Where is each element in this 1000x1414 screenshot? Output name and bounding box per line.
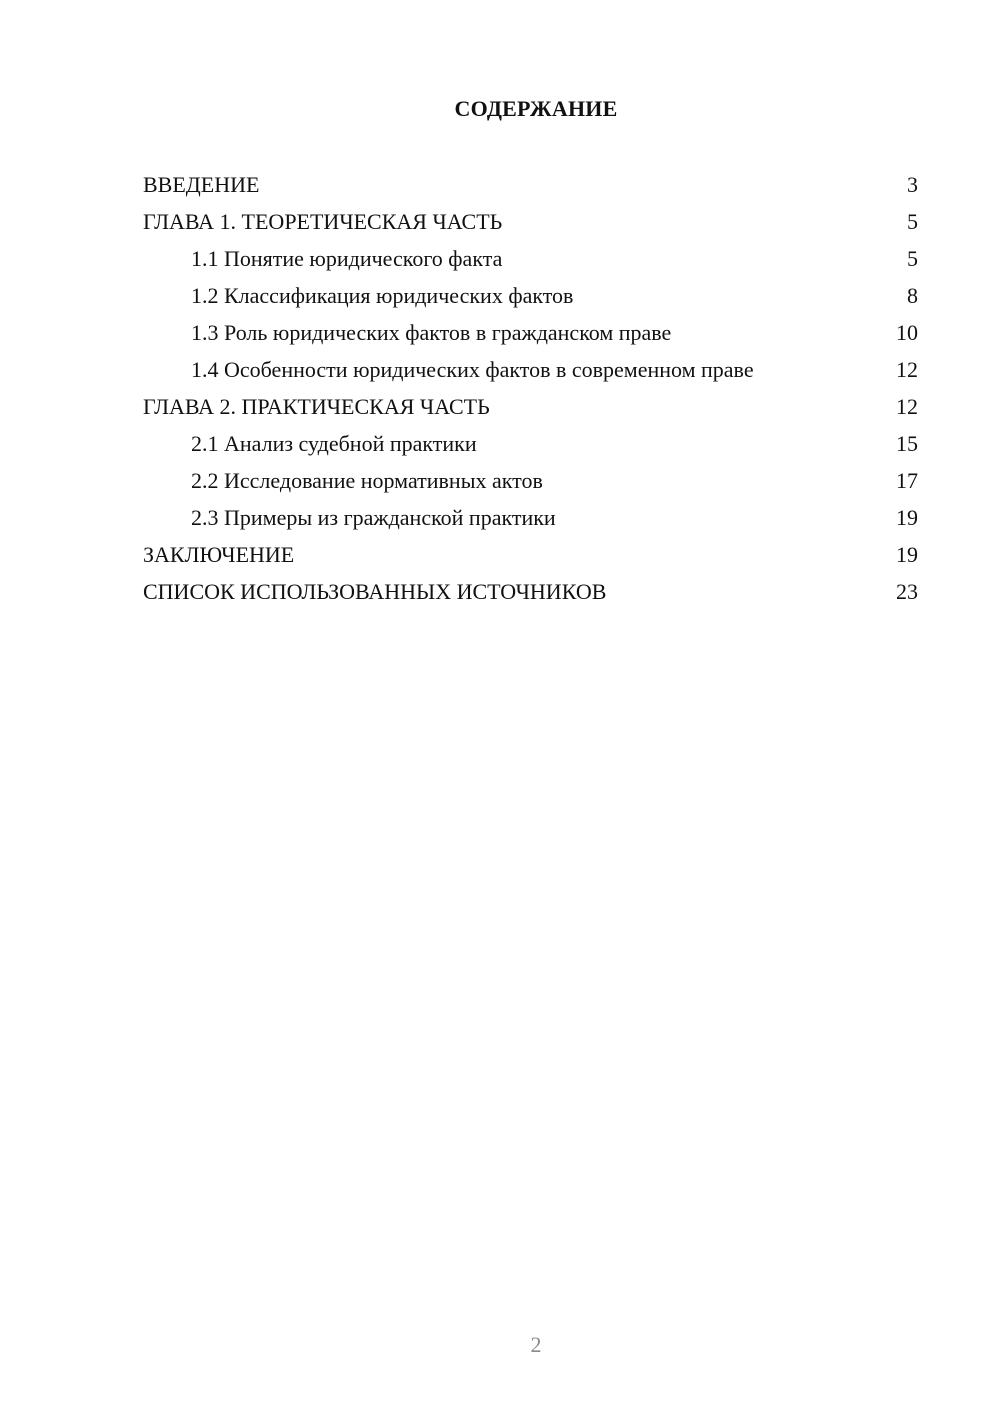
toc-entry-label: 1.3 Роль юридических фактов в гражданском праве: [191, 320, 672, 345]
toc-entry-page: 17: [896, 468, 918, 493]
toc-entry-section-2-1[interactable]: [143, 425, 918, 462]
toc-entry-page: 19: [896, 542, 918, 567]
toc-entry-page: 5: [907, 209, 918, 234]
toc-entry-page: 10: [896, 320, 918, 345]
toc-entry-page: 12: [896, 357, 918, 382]
toc-entry-chapter-1[interactable]: [143, 203, 918, 240]
page-number: 2: [530, 1332, 542, 1357]
toc-entry-conclusion[interactable]: [143, 536, 918, 573]
toc-entry-page: 23: [896, 579, 918, 604]
toc-entry-section-1-1[interactable]: [143, 240, 918, 277]
toc-entry-section-2-3[interactable]: [143, 499, 918, 536]
toc-entry-introduction[interactable]: [143, 166, 918, 203]
toc-entry-section-2-2[interactable]: [143, 462, 918, 499]
toc-entry-page: 19: [896, 505, 918, 530]
page-title: СОДЕРЖАНИЕ: [454, 96, 618, 121]
toc-entry-section-1-4[interactable]: [143, 351, 918, 388]
toc-entry-label: 1.4 Особенности юридических фактов в современном праве: [191, 357, 754, 382]
toc-entry-label: ВВЕДЕНИЕ: [143, 172, 260, 197]
toc-entry-page: 15: [896, 431, 918, 456]
toc-entry-label: 1.1 Понятие юридического факта: [191, 246, 503, 271]
toc-entry-page: 3: [907, 172, 918, 197]
toc-entry-references[interactable]: [143, 573, 918, 610]
toc-entry-label: 2.3 Примеры из гражданской практики: [191, 505, 556, 530]
toc-entry-label: ЗАКЛЮЧЕНИЕ: [143, 542, 295, 567]
toc-entry-label: 2.2 Исследование нормативных актов: [191, 468, 543, 493]
toc-entry-page: 8: [907, 283, 918, 308]
toc-entry-label: ГЛАВА 2. ПРАКТИЧЕСКАЯ ЧАСТЬ: [143, 394, 490, 419]
toc-entry-page: 5: [907, 246, 918, 271]
toc-entry-label: 1.2 Классификация юридических фактов: [191, 283, 574, 308]
toc-entry-label: ГЛАВА 1. ТЕОРЕТИЧЕСКАЯ ЧАСТЬ: [143, 209, 503, 234]
toc-entry-page: 12: [896, 394, 918, 419]
toc-entry-section-1-3[interactable]: [143, 314, 918, 351]
table-of-contents: [143, 166, 918, 610]
toc-entry-label: 2.1 Анализ судебной практики: [191, 431, 477, 456]
toc-entry-chapter-2[interactable]: [143, 388, 918, 425]
toc-entry-label: СПИСОК ИСПОЛЬЗОВАННЫХ ИСТОЧНИКОВ: [143, 579, 607, 604]
toc-entry-section-1-2[interactable]: [143, 277, 918, 314]
